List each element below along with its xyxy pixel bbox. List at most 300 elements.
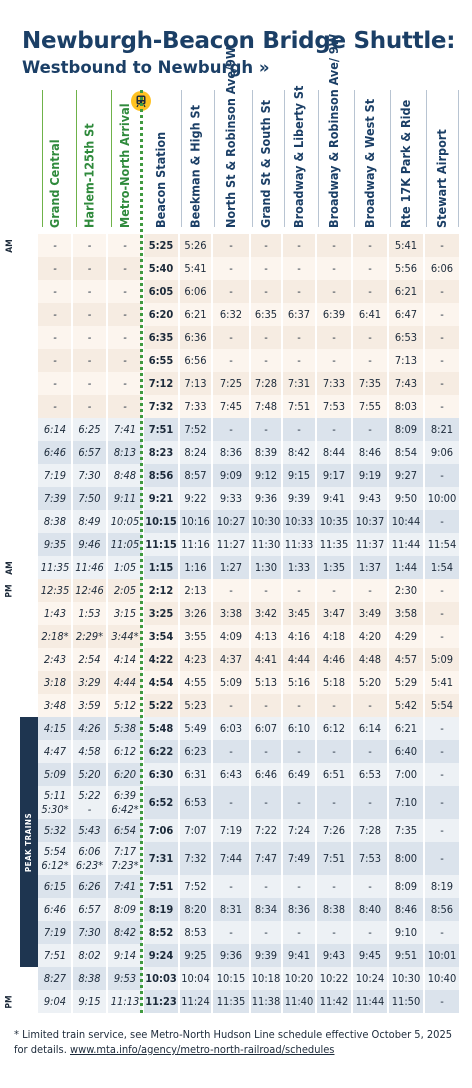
bus-time-cell: 5:18 [316, 671, 352, 694]
bus-time-cell: - [424, 579, 460, 602]
bus-time-cell: 6:56 [179, 349, 212, 372]
bus-time-cell: 6:32 [212, 303, 250, 326]
train-time-cell: 12:46 [72, 579, 107, 602]
train-time-cell: 7:19 [38, 464, 72, 487]
bus-time-cell: 3:47 [316, 602, 352, 625]
bus-time-cell: 8:42 [282, 441, 316, 464]
bus-time-cell: 8:09 [388, 875, 424, 898]
bus-time-cell: - [352, 694, 388, 717]
train-time-cell: 11:46 [72, 556, 107, 579]
bus-time-cell: - [282, 875, 316, 898]
bus-time-cell: - [316, 740, 352, 763]
bus-time-cell: 5:48 [143, 717, 179, 740]
bus-time-cell: 8:56 [424, 898, 460, 921]
bus-time-cell: - [212, 326, 250, 349]
bus-time-cell: 6:21 [388, 717, 424, 740]
train-time-cell: 5:38 [107, 717, 143, 740]
bus-time-cell: 11:38 [250, 990, 282, 1013]
bus-time-cell: 11:23 [143, 990, 179, 1013]
bus-time-cell: - [250, 694, 282, 717]
bus-time-cell: - [212, 234, 250, 257]
train-time-cell: - [38, 326, 72, 349]
train-time-cell: - [38, 257, 72, 280]
bus-time-cell: 8:53 [179, 921, 212, 944]
bus-time-cell: - [282, 280, 316, 303]
bus-time-cell: 9:50 [388, 487, 424, 510]
bus-time-cell: 7:53 [352, 842, 388, 875]
train-time-cell: - [107, 395, 143, 418]
bus-time-cell: 11:24 [179, 990, 212, 1013]
bus-time-cell: 10:18 [250, 967, 282, 990]
bus-time-cell: 11:40 [282, 990, 316, 1013]
bus-time-cell: 5:29 [388, 671, 424, 694]
bus-time-cell: 2:13 [179, 579, 212, 602]
bus-time-cell: 9:17 [316, 464, 352, 487]
train-time-cell: 6:26 [72, 875, 107, 898]
bus-time-cell: 5:54 [424, 694, 460, 717]
bus-time-cell: 7:49 [282, 842, 316, 875]
bus-time-cell: - [250, 349, 282, 372]
bus-time-cell: 7:28 [250, 372, 282, 395]
train-time-cell: 2:54 [72, 648, 107, 671]
bus-time-cell: 10:00 [424, 487, 460, 510]
train-time-cell: 6:54 [107, 819, 143, 842]
bus-time-cell: 7:48 [250, 395, 282, 418]
bus-time-cell: - [212, 418, 250, 441]
bus-time-cell: - [282, 579, 316, 602]
train-time-cell: - [72, 280, 107, 303]
bus-time-cell: 5:25 [143, 234, 179, 257]
train-time-cell: 4:14 [107, 648, 143, 671]
train-time-cell: 11:05 [107, 533, 143, 556]
schedule-link[interactable]: www.mta.info/agency/metro-north-railroad/schedules [70, 1043, 335, 1056]
bus-time-cell: 9:09 [212, 464, 250, 487]
bus-time-cell: 4:37 [212, 648, 250, 671]
bus-time-cell: 6:05 [143, 280, 179, 303]
bus-time-cell: - [352, 786, 388, 819]
bus-time-cell: - [352, 875, 388, 898]
bus-time-cell: 7:51 [282, 395, 316, 418]
bus-time-cell: 8:46 [388, 898, 424, 921]
period-label [0, 556, 20, 579]
train-time-cell: - [38, 349, 72, 372]
train-time-cell: - [107, 234, 143, 257]
page-subtitle: Westbound to Newburgh » [22, 58, 270, 77]
bus-time-cell: 6:12 [316, 717, 352, 740]
bus-time-cell: - [316, 257, 352, 280]
bus-time-cell: - [282, 418, 316, 441]
train-time-cell: - [107, 372, 143, 395]
train-time-cell: 3:59 [72, 694, 107, 717]
column-gap [281, 234, 283, 1013]
bus-time-cell: 6:46 [250, 763, 282, 786]
bus-time-cell: 10:16 [179, 510, 212, 533]
bus-time-cell: 1:44 [388, 556, 424, 579]
column-header: Grand Central [47, 139, 62, 228]
bus-time-cell: 1:35 [316, 556, 352, 579]
bus-time-cell: 4:55 [179, 671, 212, 694]
column-header: Metro-North Arrival [117, 103, 132, 228]
bus-time-cell: 4:44 [282, 648, 316, 671]
bus-time-cell: 7:25 [212, 372, 250, 395]
bus-time-cell: 8:23 [143, 441, 179, 464]
column-gap [71, 234, 73, 1013]
bus-time-cell: 11:50 [388, 990, 424, 1013]
train-time-cell: - [107, 257, 143, 280]
bus-time-cell: - [424, 786, 460, 819]
train-time-cell: 7:41 [107, 418, 143, 441]
bus-time-cell: - [316, 786, 352, 819]
bus-time-cell: 7:10 [388, 786, 424, 819]
bus-time-cell: 5:41 [388, 234, 424, 257]
bus-time-cell: 5:23 [179, 694, 212, 717]
train-time-cell: 7:51 [38, 944, 72, 967]
bus-time-cell: 1:30 [250, 556, 282, 579]
bus-time-cell: 11:27 [212, 533, 250, 556]
bus-time-cell: 7:47 [250, 842, 282, 875]
train-time-cell: 9:53 [107, 967, 143, 990]
bus-time-cell: 3:38 [212, 602, 250, 625]
bus-time-cell: - [352, 326, 388, 349]
bus-time-cell: 8:03 [388, 395, 424, 418]
bus-time-cell: 6:22 [143, 740, 179, 763]
train-time-cell: 8:49 [72, 510, 107, 533]
train-time-cell: 11:13 [107, 990, 143, 1013]
bus-time-cell: 2:30 [388, 579, 424, 602]
bus-time-cell: 9:19 [352, 464, 388, 487]
column-header: Broadway & Liberty St [291, 85, 306, 228]
train-time-cell: 8:38 [38, 510, 72, 533]
bus-time-cell: 9:06 [424, 441, 460, 464]
train-time-cell: 6:14 [38, 418, 72, 441]
train-time-cell: 3:18 [38, 671, 72, 694]
bus-time-cell: - [316, 280, 352, 303]
page-title: Newburgh-Beacon Bridge Shuttle: [22, 28, 456, 54]
train-time-cell: - [38, 395, 72, 418]
bus-time-cell: - [316, 694, 352, 717]
bus-time-cell: 8:19 [424, 875, 460, 898]
bus-time-cell: 6:35 [143, 326, 179, 349]
column-gap [423, 234, 425, 1013]
train-time-cell: 6:46 [38, 441, 72, 464]
peak-trains-label: PEAK TRAINS [24, 812, 34, 872]
bus-time-cell: 7:31 [143, 842, 179, 875]
train-time-cell: 5:20 [72, 763, 107, 786]
period-label [0, 234, 20, 257]
train-time-cell: 1:53 [72, 602, 107, 625]
train-time-cell: 9:35 [38, 533, 72, 556]
train-time-cell: - [107, 280, 143, 303]
train-time-cell: 9:15 [72, 990, 107, 1013]
bus-time-cell: 8:31 [212, 898, 250, 921]
bus-time-cell: 7:32 [143, 395, 179, 418]
train-time-cell: 7:30 [72, 464, 107, 487]
bus-time-cell: 11:44 [352, 990, 388, 1013]
bus-time-cell: 9:45 [352, 944, 388, 967]
bus-time-cell: 7:51 [143, 418, 179, 441]
train-time-cell: 5:12 [107, 694, 143, 717]
bus-time-cell: - [352, 579, 388, 602]
bus-time-cell: 1:27 [212, 556, 250, 579]
train-time-cell: 5:54 6:12* [38, 842, 72, 875]
train-time-cell: 5:43 [72, 819, 107, 842]
header-divider [318, 90, 319, 227]
bus-time-cell: 10:35 [316, 510, 352, 533]
bus-time-cell: - [250, 579, 282, 602]
bus-time-cell: 7:26 [316, 819, 352, 842]
header-divider [42, 90, 43, 227]
train-time-cell: 3:44* [107, 625, 143, 648]
footnote-text: * Limited train service, see Metro-North Hudson Line schedule effective October 5, 2025 for details. [14, 1028, 453, 1056]
bus-time-cell: 8:46 [352, 441, 388, 464]
bus-time-cell: 1:54 [424, 556, 460, 579]
train-time-cell: 1:43 [38, 602, 72, 625]
train-time-cell: 7:17 7:23* [107, 842, 143, 875]
bus-time-cell: - [424, 349, 460, 372]
bus-time-cell: 5:09 [212, 671, 250, 694]
bus-time-cell: - [212, 740, 250, 763]
bus-time-cell: 8:21 [424, 418, 460, 441]
bus-time-cell: 4:16 [282, 625, 316, 648]
bus-time-cell: 10:44 [388, 510, 424, 533]
train-time-cell: 4:58 [72, 740, 107, 763]
header-divider [284, 90, 285, 227]
bus-time-cell: - [212, 579, 250, 602]
bus-time-cell: 11:35 [316, 533, 352, 556]
bus-time-cell: 5:20 [352, 671, 388, 694]
bus-time-cell: 6:03 [212, 717, 250, 740]
bus-time-cell: 3:49 [352, 602, 388, 625]
bus-time-cell: 9:27 [388, 464, 424, 487]
bus-time-cell: 10:33 [282, 510, 316, 533]
bus-time-cell: - [352, 257, 388, 280]
bus-time-cell: 10:37 [352, 510, 388, 533]
column-gap [387, 234, 389, 1013]
bus-time-cell: - [424, 303, 460, 326]
bus-time-cell: - [424, 740, 460, 763]
bus-time-cell: 6:37 [282, 303, 316, 326]
train-time-cell: 6:06 6:23* [72, 842, 107, 875]
period-label-text: PM [5, 583, 15, 598]
bus-time-cell: 6:30 [143, 763, 179, 786]
bus-time-cell: - [424, 842, 460, 875]
bus-time-cell: 6:21 [179, 303, 212, 326]
train-time-cell: - [72, 257, 107, 280]
bus-time-cell: 10:30 [388, 967, 424, 990]
bus-time-cell: 7:19 [212, 819, 250, 842]
bus-time-cell: 7:45 [212, 395, 250, 418]
bus-time-cell: - [352, 740, 388, 763]
bus-time-cell: 3:54 [143, 625, 179, 648]
bus-time-cell: 8:40 [352, 898, 388, 921]
train-time-cell: 6:12 [107, 740, 143, 763]
bus-time-cell: 4:09 [212, 625, 250, 648]
train-time-cell: 4:47 [38, 740, 72, 763]
bus-time-cell: 4:18 [316, 625, 352, 648]
bus-time-cell: 7:43 [388, 372, 424, 395]
train-time-cell: - [107, 349, 143, 372]
column-header: Rte 17K Park & Ride [398, 99, 413, 228]
bus-time-cell: - [352, 280, 388, 303]
bus-time-cell: - [282, 234, 316, 257]
bus-time-cell: - [250, 875, 282, 898]
bus-time-cell: 7:44 [212, 842, 250, 875]
train-time-cell: 8:38 [72, 967, 107, 990]
bus-time-cell: 5:09 [424, 648, 460, 671]
bus-time-cell: 9:24 [143, 944, 179, 967]
train-time-cell: - [72, 234, 107, 257]
bus-time-cell: 9:41 [316, 487, 352, 510]
bus-time-cell: 4:20 [352, 625, 388, 648]
bus-time-cell: 7:35 [352, 372, 388, 395]
bus-time-cell: 6:31 [179, 763, 212, 786]
train-time-cell: 6:25 [72, 418, 107, 441]
bus-time-cell: - [282, 326, 316, 349]
bus-time-cell: 7:55 [352, 395, 388, 418]
bus-time-cell: 8:09 [388, 418, 424, 441]
train-time-cell: 8:02 [72, 944, 107, 967]
bus-time-cell: - [250, 234, 282, 257]
bus-time-cell: 6:52 [143, 786, 179, 819]
bus-time-cell: 8:56 [143, 464, 179, 487]
bus-time-cell: 6:35 [250, 303, 282, 326]
bus-time-cell: 5:41 [424, 671, 460, 694]
bus-time-cell: 10:01 [424, 944, 460, 967]
header-divider [181, 90, 182, 227]
bus-time-cell: 8:24 [179, 441, 212, 464]
bus-time-cell: 10:40 [424, 967, 460, 990]
train-time-cell: 2:18* [38, 625, 72, 648]
bus-time-cell: 7:51 [143, 875, 179, 898]
column-header: Beekman & High St [187, 105, 203, 228]
train-time-cell: 12:35 [38, 579, 72, 602]
bus-time-cell: - [250, 740, 282, 763]
bus-time-cell: - [424, 510, 460, 533]
bus-time-cell: 8:34 [250, 898, 282, 921]
bus-time-cell: - [316, 234, 352, 257]
bus-time-cell: 1:16 [179, 556, 212, 579]
period-label-text: PM [5, 994, 15, 1009]
bus-time-cell: - [424, 372, 460, 395]
train-time-cell: 6:20 [107, 763, 143, 786]
bus-time-cell: 6:07 [250, 717, 282, 740]
bus-time-cell: 10:04 [179, 967, 212, 990]
column-header: Broadway & West St [362, 98, 377, 228]
column-header: Beacon Station [153, 131, 168, 228]
bus-time-cell: 5:49 [179, 717, 212, 740]
bus-time-cell: 5:56 [388, 257, 424, 280]
bus-time-cell: 3:58 [388, 602, 424, 625]
bus-time-cell: - [424, 990, 460, 1013]
period-label [0, 990, 20, 1013]
bus-time-cell: 6:06 [179, 280, 212, 303]
bus-time-cell: 8:00 [388, 842, 424, 875]
bus-time-cell: - [424, 763, 460, 786]
bus-time-cell: 6:10 [282, 717, 316, 740]
bus-time-cell: 6:36 [179, 326, 212, 349]
bus-time-cell: - [282, 349, 316, 372]
bus-time-cell: 7:51 [316, 842, 352, 875]
train-time-cell: 7:39 [38, 487, 72, 510]
bus-time-cell: - [282, 786, 316, 819]
train-time-cell: 2:05 [107, 579, 143, 602]
train-time-cell: - [72, 372, 107, 395]
bus-time-cell: 9:36 [212, 944, 250, 967]
bus-time-cell: 5:22 [143, 694, 179, 717]
bus-time-cell: 4:41 [250, 648, 282, 671]
train-time-cell: 7:19 [38, 921, 72, 944]
bus-time-cell: 6:53 [352, 763, 388, 786]
train-time-cell: 5:22 - [72, 786, 107, 819]
bus-time-cell: 7:22 [250, 819, 282, 842]
train-time-cell: 3:29 [72, 671, 107, 694]
bus-time-cell: 7:52 [179, 875, 212, 898]
bus-time-cell: - [316, 875, 352, 898]
bus-time-cell: - [424, 234, 460, 257]
bus-time-cell: 10:30 [250, 510, 282, 533]
bus-time-cell: 4:29 [388, 625, 424, 648]
train-time-cell: 8:27 [38, 967, 72, 990]
train-time-cell: 2:29* [72, 625, 107, 648]
bus-time-cell: 3:55 [179, 625, 212, 648]
column-header: Broadway & Robinson Ave/ 9W [326, 33, 341, 228]
bus-time-cell: 11:16 [179, 533, 212, 556]
bus-time-cell: - [212, 257, 250, 280]
bus-time-cell: - [316, 326, 352, 349]
train-time-cell: 5:09 [38, 763, 72, 786]
bus-time-cell: 4:22 [143, 648, 179, 671]
bus-time-cell: 1:37 [352, 556, 388, 579]
bus-time-cell: 9:41 [282, 944, 316, 967]
bus-time-cell: 6:51 [316, 763, 352, 786]
bus-time-cell: - [316, 349, 352, 372]
bus-time-cell: 7:06 [143, 819, 179, 842]
bus-time-cell: 9:43 [316, 944, 352, 967]
bus-time-cell: - [424, 395, 460, 418]
bus-time-cell: 10:15 [143, 510, 179, 533]
bus-time-cell: 9:51 [388, 944, 424, 967]
bus-time-cell: 9:10 [388, 921, 424, 944]
bus-time-cell: 6:49 [282, 763, 316, 786]
train-time-cell: - [72, 326, 107, 349]
train-time-cell: - [38, 372, 72, 395]
bus-time-cell: 8:19 [143, 898, 179, 921]
bus-time-cell: 9:21 [143, 487, 179, 510]
train-time-cell: 5:11 5:30* [38, 786, 72, 819]
bus-time-cell: - [250, 280, 282, 303]
bus-time-cell: - [352, 234, 388, 257]
bus-time-cell: 7:53 [316, 395, 352, 418]
bus-time-cell: 4:13 [250, 625, 282, 648]
bus-time-cell: 5:42 [388, 694, 424, 717]
bus-time-cell: - [282, 694, 316, 717]
column-header: North St & Robinson Ave/9W [223, 46, 238, 228]
bus-time-cell: 6:23 [179, 740, 212, 763]
bus-time-cell: 10:03 [143, 967, 179, 990]
train-time-cell: 8:48 [107, 464, 143, 487]
bus-time-cell: 8:44 [316, 441, 352, 464]
train-time-cell: 7:41 [107, 875, 143, 898]
bus-time-cell: 6:53 [179, 786, 212, 819]
bus-time-cell: - [250, 257, 282, 280]
bus-time-cell: 4:57 [388, 648, 424, 671]
train-time-cell: - [72, 303, 107, 326]
bus-time-cell: 4:23 [179, 648, 212, 671]
bus-time-cell: 4:46 [316, 648, 352, 671]
bus-time-cell: 11:54 [424, 533, 460, 556]
header-divider [390, 90, 391, 227]
train-time-cell: - [72, 395, 107, 418]
